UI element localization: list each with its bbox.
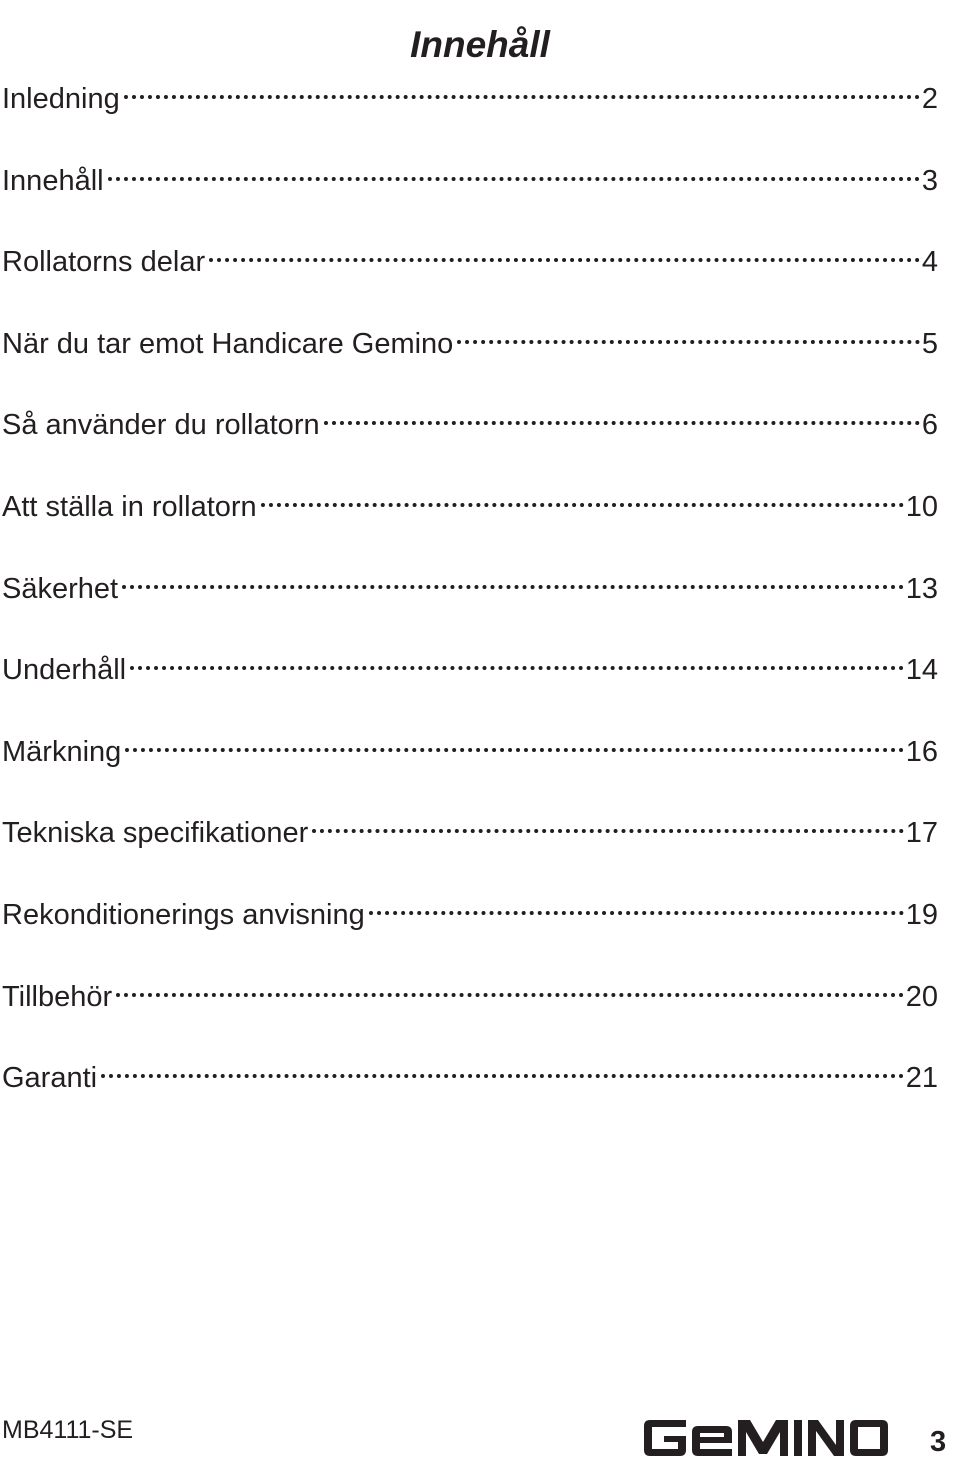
toc-entry-page: 17 (905, 817, 938, 850)
document-code: MB4111-SE (2, 1416, 134, 1444)
toc-entry-label: Rollatorns delar (2, 246, 206, 279)
toc-entry-page: 14 (905, 654, 938, 687)
toc-leader-dots (130, 639, 904, 679)
toc-entry-page: 16 (905, 735, 938, 768)
page-title: Innehåll (410, 23, 550, 65)
toc-entry-page: 13 (905, 572, 938, 605)
table-of-contents (2, 68, 938, 1129)
toc-leader-dots (124, 68, 920, 108)
toc-entry-label: Tillbehör (2, 980, 113, 1013)
toc-entry-label: Underhåll (2, 654, 127, 687)
toc-entry-label: När du tar emot Handicare Gemino (2, 327, 454, 360)
toc-leader-dots (369, 884, 904, 924)
toc-leader-dots (324, 394, 920, 434)
toc-entry-page: 6 (921, 409, 938, 442)
toc-entry-label: Säkerhet (2, 572, 119, 605)
toc-entry-label: Så använder du rollatorn (2, 409, 320, 442)
toc-leader-dots (108, 150, 920, 190)
toc-leader-dots (457, 313, 920, 353)
toc-leader-dots (122, 558, 904, 598)
toc-entry-label: Rekonditionerings anvisning (2, 898, 365, 931)
toc-entry-garanti[interactable] (2, 1047, 938, 1095)
toc-leader-dots (209, 231, 920, 271)
toc-entry-innehall[interactable] (2, 150, 938, 197)
page-number: 3 (930, 1426, 947, 1458)
toc-entry-tillbehor[interactable] (2, 966, 938, 1013)
toc-entry-page: 3 (921, 164, 938, 197)
toc-leader-dots (116, 966, 904, 1006)
toc-leader-dots (125, 721, 903, 761)
toc-entry-label: Inledning (2, 83, 120, 115)
toc-entry-rekonditionerings-anvisning[interactable] (2, 884, 938, 931)
gemino-logo (642, 1418, 890, 1458)
toc-entry-label: Tekniska specifikationer (2, 817, 309, 850)
toc-entry-sakerhet[interactable] (2, 558, 938, 605)
toc-entry-markning[interactable] (2, 721, 938, 768)
toc-entry-label: Märkning (2, 735, 122, 768)
toc-entry-sa-anvander-du[interactable] (2, 394, 938, 442)
toc-entry-page: 4 (921, 246, 938, 279)
toc-entry-page: 20 (905, 980, 938, 1013)
toc-entry-page: 2 (921, 83, 938, 115)
toc-leader-dots (261, 476, 904, 516)
toc-entry-page: 19 (905, 898, 938, 931)
toc-entry-underhall[interactable] (2, 639, 938, 687)
toc-entry-inledning[interactable] (2, 68, 938, 115)
toc-entry-page: 21 (905, 1062, 938, 1095)
toc-leader-dots (312, 802, 903, 842)
toc-leader-dots (101, 1047, 904, 1087)
toc-entry-page: 5 (921, 327, 938, 360)
toc-entry-label: Garanti (2, 1062, 98, 1095)
toc-entry-rollatorns-delar[interactable] (2, 231, 938, 279)
toc-entry-page: 10 (905, 490, 938, 523)
toc-entry-label: Innehåll (2, 164, 104, 197)
toc-entry-label: Att ställa in rollatorn (2, 490, 257, 523)
toc-entry-att-stalla-in[interactable] (2, 476, 938, 523)
toc-entry-tekniska-specifikationer[interactable] (2, 802, 938, 850)
toc-entry-nar-du-tar-emot[interactable] (2, 313, 938, 360)
